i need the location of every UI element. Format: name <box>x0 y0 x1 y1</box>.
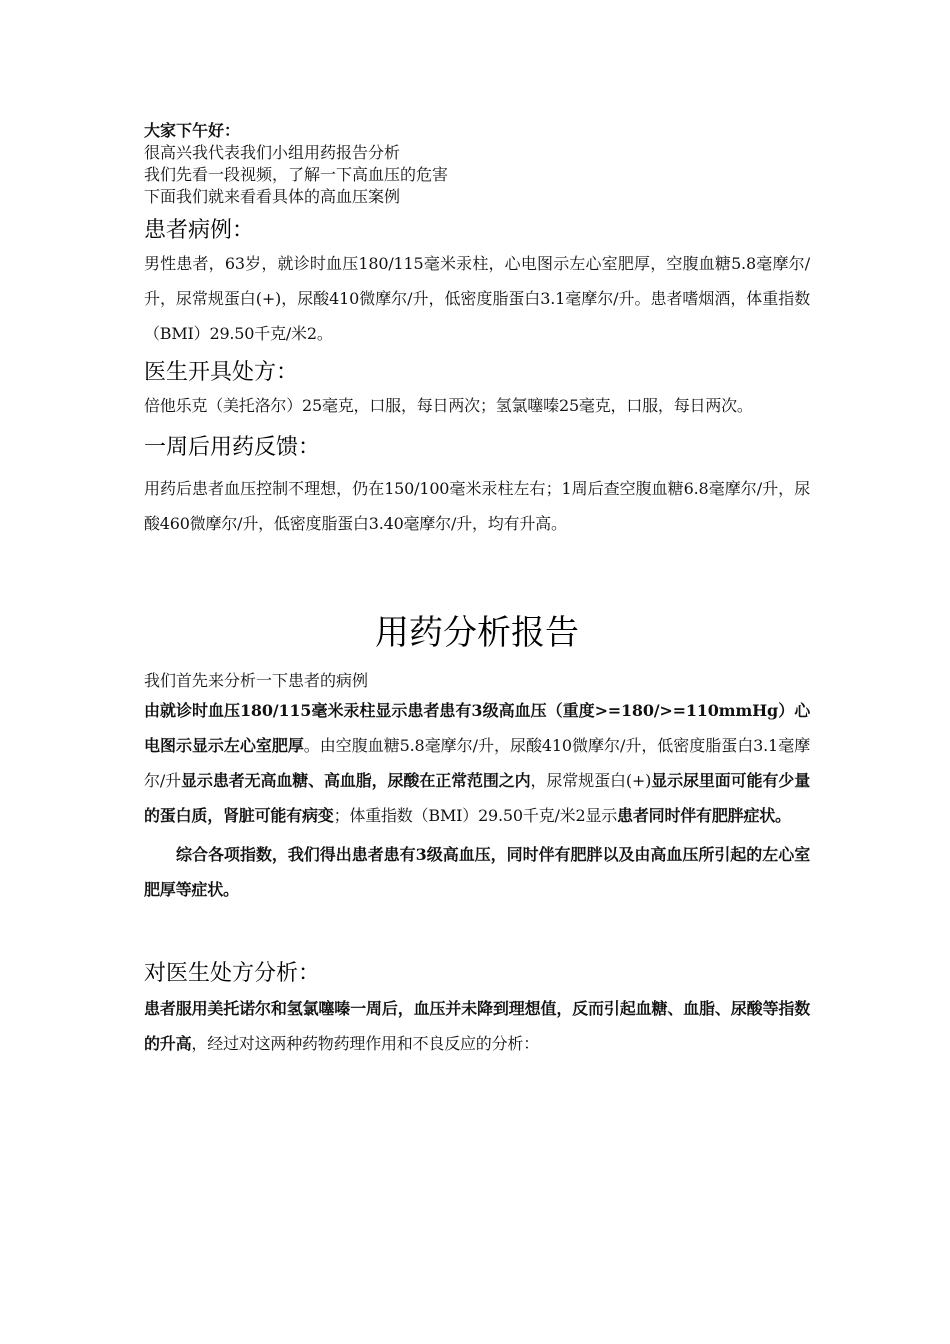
p1-seg: 显示尿里面可能有少量的蛋白质，肾脏可能有病变 <box>144 771 810 825</box>
intro-line: 很高兴我代表我们小组用药报告分析 <box>144 143 401 162</box>
report-lead: 我们首先来分析一下患者的病例 <box>144 671 369 690</box>
analysis-heading: 对医生处方分析： <box>144 961 321 986</box>
document-page <box>144 120 810 1061</box>
p1-seg: 患者同时伴有肥胖症状。 <box>617 806 791 825</box>
analysis-text <box>144 991 810 1061</box>
p1-seg: ；体重指数（BMI）29.50千克/米2显示 <box>333 806 618 825</box>
report-title: 用药分析报告 <box>375 613 579 653</box>
p1-seg: 。由空腹血糖5.8毫摩尔/升，尿酸410微摩尔/升，低密度脂蛋白3.1毫摩尔/升 <box>144 736 810 790</box>
case-heading: 患者病例： <box>144 218 255 243</box>
p1-seg: 显示患者无高血糖、高血脂，尿酸在正常范围之内 <box>181 771 531 790</box>
prescription-text: 倍他乐克（美托洛尔）25毫克，口服，每日两次；氢氯噻嗪25毫克，口服，每日两次。 <box>144 396 753 415</box>
intro-line: 我们先看一段视频，了解一下高血压的危害 <box>144 165 449 184</box>
report-summary: 综合各项指数，我们得出患者患有3级高血压，同时伴有肥胖以及由高血压所引起的左心室肥厚等症状。 <box>144 845 810 899</box>
prescription-heading: 医生开具处方： <box>144 360 299 385</box>
case-text: 男性患者，63岁，就诊时血压180/115毫米汞柱，心电图示左心室肥厚，空腹血糖5.8毫摩尔/升，尿常规蛋白(+)，尿酸410微摩尔/升，低密度脂蛋白3.1毫摩尔/升。患者嗜烟酒，体重指数（BMI）29.50千克/米2。 <box>144 254 810 343</box>
greeting: 大家下午好： <box>144 121 241 140</box>
p1-seg: 由就诊时血压180/115毫米汞柱显示患者患有3级高血压（重度>=180/>=110mmHg）心电图示显示左心室肥厚 <box>144 701 810 755</box>
intro-line: 下面我们就来看看具体的高血压案例 <box>144 187 401 206</box>
report-paragraph-1 <box>144 693 810 833</box>
feedback-text: 用药后患者血压控制不理想，仍在150/100毫米汞柱左右；1周后查空腹血糖6.8毫摩尔/升，尿酸460微摩尔/升，低密度脂蛋白3.40毫摩尔/升，均有升高。 <box>144 479 810 533</box>
analysis-seg: 患者服用美托诺尔和氢氯噻嗪一周后，血压并未降到理想值，反而引起血糖、血脂、尿酸等指数的升高 <box>144 999 810 1053</box>
p1-seg: ，尿常规蛋白(+) <box>530 771 652 790</box>
feedback-heading: 一周后用药反馈： <box>144 435 321 460</box>
analysis-seg: ，经过对这两种药物药理作用和不良反应的分析： <box>191 1034 540 1053</box>
